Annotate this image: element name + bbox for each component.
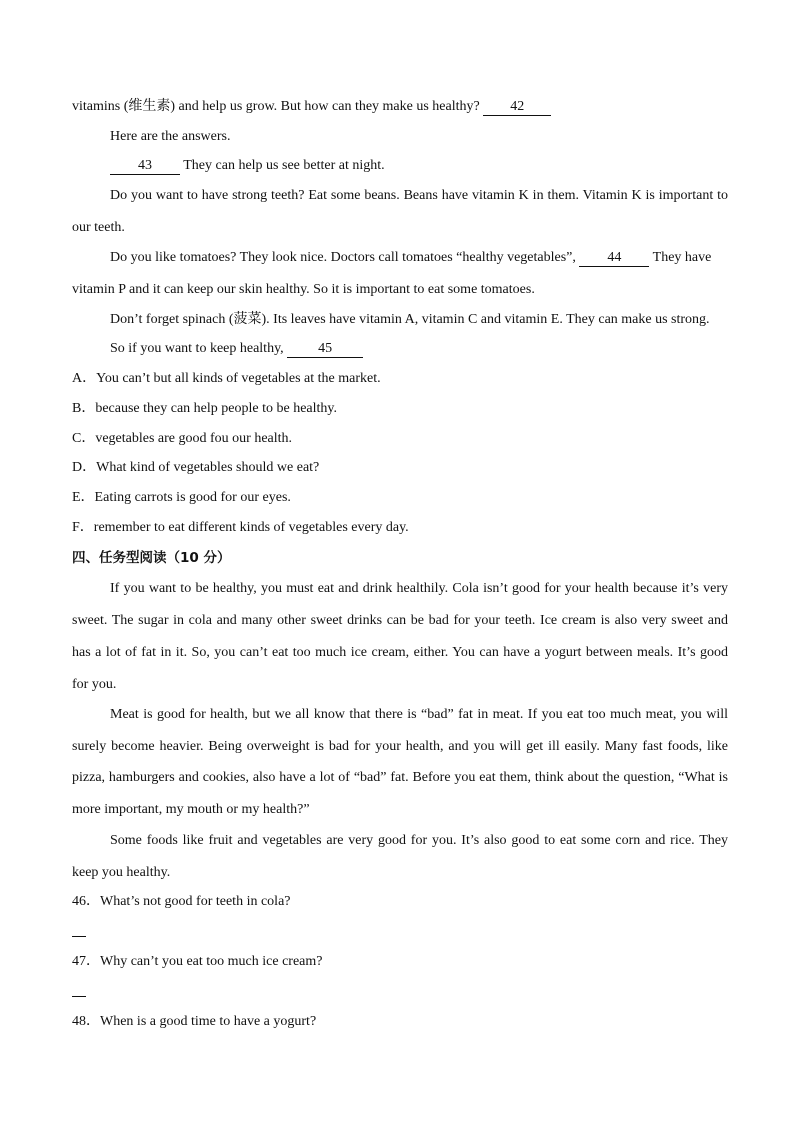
answer-line-46 — [72, 936, 86, 937]
cloze-line-2: Here are the answers. — [110, 129, 231, 144]
option-a: A．You can’t but all kinds of vegetables at the market. — [72, 371, 381, 386]
cloze-line-7: vitamin P and it can keep our skin healthy. So it is important to eat some tomatoes. — [72, 282, 535, 297]
cloze-text: Do you like tomatoes? They look nice. Doctors call tomatoes “healthy vegetables”, — [110, 250, 580, 265]
passage-line: more important, my mouth or my health?” — [72, 802, 310, 817]
passage-line: keep you healthy. — [72, 865, 171, 880]
cloze-line-5: our teeth. — [72, 220, 125, 235]
cloze-text: They have — [649, 250, 712, 265]
cloze-text: vitamins (维生素) and help us grow. But how can they make us healthy? — [72, 99, 484, 114]
option-b: B．because they can help people to be healthy. — [72, 401, 337, 416]
passage-line: for you. — [72, 677, 117, 692]
option-d: D．What kind of vegetables should we eat? — [72, 460, 320, 475]
passage-line: has a lot of fat in it. So, you can’t eat too much ice cream, either. You can have a yogurt between meals. It’s good — [72, 645, 728, 660]
passage-line: Some foods like fruit and vegetables are very good for you. It’s also good to eat some corn and rice. They — [110, 833, 728, 848]
cloze-text: So if you want to keep healthy, — [110, 341, 288, 356]
question-46: 46．What’s not good for teeth in cola? — [72, 894, 291, 909]
question-47: 47．Why can’t you eat too much ice cream? — [72, 954, 323, 969]
option-e: E．Eating carrots is good for our eyes. — [72, 490, 291, 505]
passage-line: Meat is good for health, but we all know that there is “bad” fat in meat. If you eat too much meat, you will — [110, 707, 728, 722]
passage-line: surely become heavier. Being overweight is bad for your health, and you will get ill easily. Many fast foods, like — [72, 739, 728, 754]
section-heading: 四、任务型阅读（10 分） — [72, 550, 231, 566]
cloze-line-4: Do you want to have strong teeth? Eat some beans. Beans have vitamin K in them. Vitamin K is important to — [110, 188, 728, 203]
option-c: C．vegetables are good fou our health. — [72, 431, 293, 446]
cloze-line-1 — [72, 98, 728, 116]
blank-42: 42 — [483, 99, 551, 116]
passage-line: If you want to be healthy, you must eat and drink healthily. Cola isn’t good for your health because it’s very — [110, 581, 728, 596]
cloze-line-9 — [110, 340, 728, 358]
blank-44: 44 — [579, 250, 649, 267]
cloze-line-6 — [110, 249, 728, 267]
question-48: 48．When is a good time to have a yogurt? — [72, 1014, 317, 1029]
blank-43: 43 — [110, 158, 180, 175]
cloze-line-8: Don’t forget spinach (菠菜). Its leaves have vitamin A, vitamin C and vitamin E. They can make us strong. — [110, 312, 710, 327]
option-f: F．remember to eat different kinds of vegetables every day. — [72, 520, 409, 535]
answer-line-47 — [72, 996, 86, 997]
cloze-text: They can help us see better at night. — [180, 158, 385, 173]
passage-line: pizza, hamburgers and cookies, also have a lot of “bad” fat. Before you eat them, think about the question, “What is — [72, 770, 728, 785]
cloze-line-3 — [110, 157, 728, 175]
blank-45: 45 — [287, 341, 363, 358]
passage-line: sweet. The sugar in cola and many other sweet drinks can be bad for your teeth. Ice cream is also very sweet and — [72, 613, 728, 628]
